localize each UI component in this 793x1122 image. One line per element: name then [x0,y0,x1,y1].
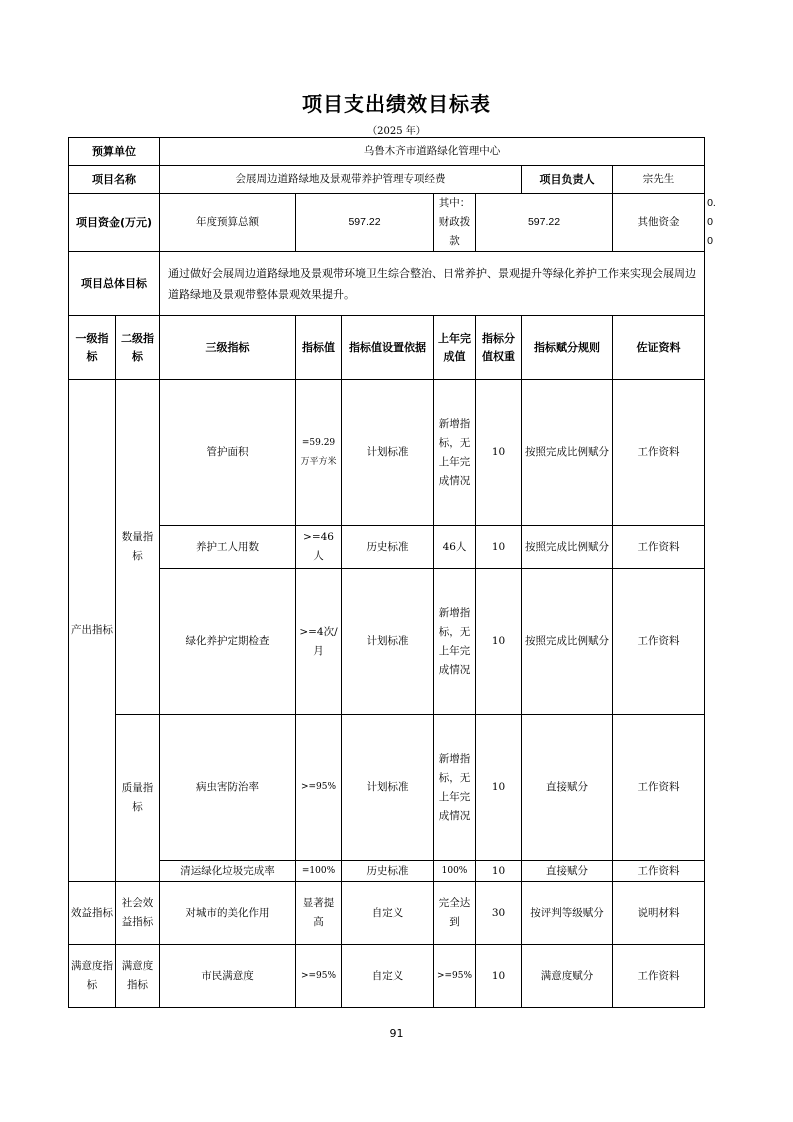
indicator-weight: 10 [476,380,522,526]
group-satisfaction-l2: 满意度指标 [116,945,160,1008]
indicator-name: 病虫害防治率 [160,715,296,861]
year-label: （2025 年） [367,126,426,137]
fiscal-value: 597.22 [476,194,613,252]
table-row [69,861,705,882]
indicator-weight: 10 [476,945,522,1008]
indicator-name: 市民满意度 [160,945,296,1008]
indicator-evidence: 工作资料 [613,861,705,882]
goal-label: 项目总体目标 [69,252,160,316]
header-level2: 二级指标 [116,316,160,380]
indicator-evidence: 工作资料 [613,715,705,861]
table-row [69,569,705,715]
indicator-evidence: 说明材料 [613,882,705,945]
group-quality: 质量指标 [116,715,160,882]
page-number: 91 [389,1027,404,1040]
indicator-basis: 计划标准 [342,715,434,861]
indicator-weight: 10 [476,861,522,882]
indicator-last-year: 新增指标，无上年完成情况 [434,380,476,526]
indicator-last-year: 100% [434,861,476,882]
other-funds-label: 其他资金 [613,194,705,252]
indicator-last-year: 新增指标，无上年完成情况 [434,715,476,861]
project-name-value: 会展周边道路绿地及景观带养护管理专项经费 [160,166,522,194]
group-benefit: 效益指标 [69,882,116,945]
goal-text: 通过做好会展周边道路绿地及景观带环境卫生综合整治、日常养护、景观提升等绿化养护工作来实现会展周边道路绿地及景观带整体景观效果提升。 [160,252,705,316]
budget-unit-value: 乌鲁木齐市道路绿化管理中心 [160,138,705,166]
group-social: 社会效益指标 [116,882,160,945]
indicator-last-year: >=95% [434,945,476,1008]
indicator-weight: 10 [476,569,522,715]
indicator-basis: 自定义 [342,945,434,1008]
table-row [69,526,705,569]
indicator-name: 管护面积 [160,380,296,526]
indicator-evidence: 工作资料 [613,380,705,526]
budget-unit-label: 预算单位 [69,138,160,166]
table-row [69,945,705,1008]
indicator-evidence: 工作资料 [613,569,705,715]
performance-table: 预算单位 乌鲁木齐市道路绿化管理中心 项目名称 会展周边道路绿地及景观带养护管理专项经费 项目负责人 宗先生 项目资金(万元) 年度预算总额 597.22 其中：财政拨款 597.22 其他资金 0.00 项目总体目标 通过做好会展周边道路绿地及景观带环境卫生综合整治、日常养护、景观提升等绿化养护工作来实现会展周边道路绿地及景观带整体景观效果提升。 一级指标 二级指标 三级指标 指标值 指标值设置依据 上年完成值 指标分值权重 指标赋分规则 佐证资料 产出指标 数量指标 管护面积 =59.29万平方米 计划标准 新增指标，无上年完成情况 10 按照完成比例赋分 工作资料 养护工人用数 >=46人 历史标准 46人 10 按照完成比例赋分 工作资料 绿化养护定期检查 >=4次/月 计划标准 新增指标，无上年完成情况 10 按照完成比例赋分 工作资料 质量指标 病虫害防治率 >=95% 计划标准 新增指标，无上年完成情况 10 直接赋分 工作资料 清运绿化垃圾完成率 =100% 历史标准 100% 10 直接赋分 工作资料 效益指标 社会效益指标 对城市的美化作用 显著提高 自定义 完全达到 30 按评判等级赋分 说明材料 满意度指标 满意度指标 市民满意度 >=95% 自定义 >=95% 10 满意度赋分 工作资料 [68,137,705,1008]
group-satisfaction-l1: 满意度指标 [69,945,116,1008]
indicator-name: 绿化养护定期检查 [160,569,296,715]
project-leader-label: 项目负责人 [522,166,613,194]
indicator-weight: 10 [476,526,522,569]
header-evidence: 佐证资料 [613,316,705,380]
indicator-last-year: 新增指标，无上年完成情况 [434,569,476,715]
annual-budget-label: 年度预算总额 [160,194,296,252]
table-row [69,380,705,526]
project-name-label: 项目名称 [69,166,160,194]
indicator-value: >=4次/月 [296,569,342,715]
indicator-rule: 直接赋分 [522,861,613,882]
indicator-name: 对城市的美化作用 [160,882,296,945]
header-last-year: 上年完成值 [434,316,476,380]
indicator-last-year: 完全达到 [434,882,476,945]
table-row [69,715,705,861]
indicator-value: =100% [296,861,342,882]
table-row [69,882,705,945]
indicator-value: >=95% [296,715,342,861]
funds-label: 项目资金(万元) [69,194,160,252]
indicator-evidence: 工作资料 [613,945,705,1008]
indicator-basis: 历史标准 [342,526,434,569]
indicator-name: 清运绿化垃圾完成率 [160,861,296,882]
indicator-weight: 30 [476,882,522,945]
header-level1: 一级指标 [69,316,116,380]
group-output: 产出指标 [69,380,116,882]
indicator-rule: 按照完成比例赋分 [522,380,613,526]
indicator-value: =59.29万平方米 [296,380,342,526]
page-title: 项目支出绩效目标表 [302,92,491,116]
header-level3: 三级指标 [160,316,296,380]
indicator-value: >=95% [296,945,342,1008]
indicator-evidence: 工作资料 [613,526,705,569]
header-weight: 指标分值权重 [476,316,522,380]
header-value: 指标值 [296,316,342,380]
indicator-rule: 按评判等级赋分 [522,882,613,945]
indicator-rule: 按照完成比例赋分 [522,569,613,715]
indicator-basis: 计划标准 [342,380,434,526]
project-leader-value: 宗先生 [613,166,705,194]
indicator-rule: 直接赋分 [522,715,613,861]
indicator-basis: 自定义 [342,882,434,945]
indicator-rule: 满意度赋分 [522,945,613,1008]
fiscal-label: 其中：财政拨款 [434,194,476,252]
indicator-basis: 计划标准 [342,569,434,715]
indicator-last-year: 46人 [434,526,476,569]
indicator-name: 养护工人用数 [160,526,296,569]
indicator-basis: 历史标准 [342,861,434,882]
indicator-rule: 按照完成比例赋分 [522,526,613,569]
group-quantity: 数量指标 [116,380,160,715]
indicator-value: >=46人 [296,526,342,569]
annual-budget-value: 597.22 [296,194,434,252]
header-basis: 指标值设置依据 [342,316,434,380]
indicator-weight: 10 [476,715,522,861]
indicator-value: 显著提高 [296,882,342,945]
header-rule: 指标赋分规则 [522,316,613,380]
